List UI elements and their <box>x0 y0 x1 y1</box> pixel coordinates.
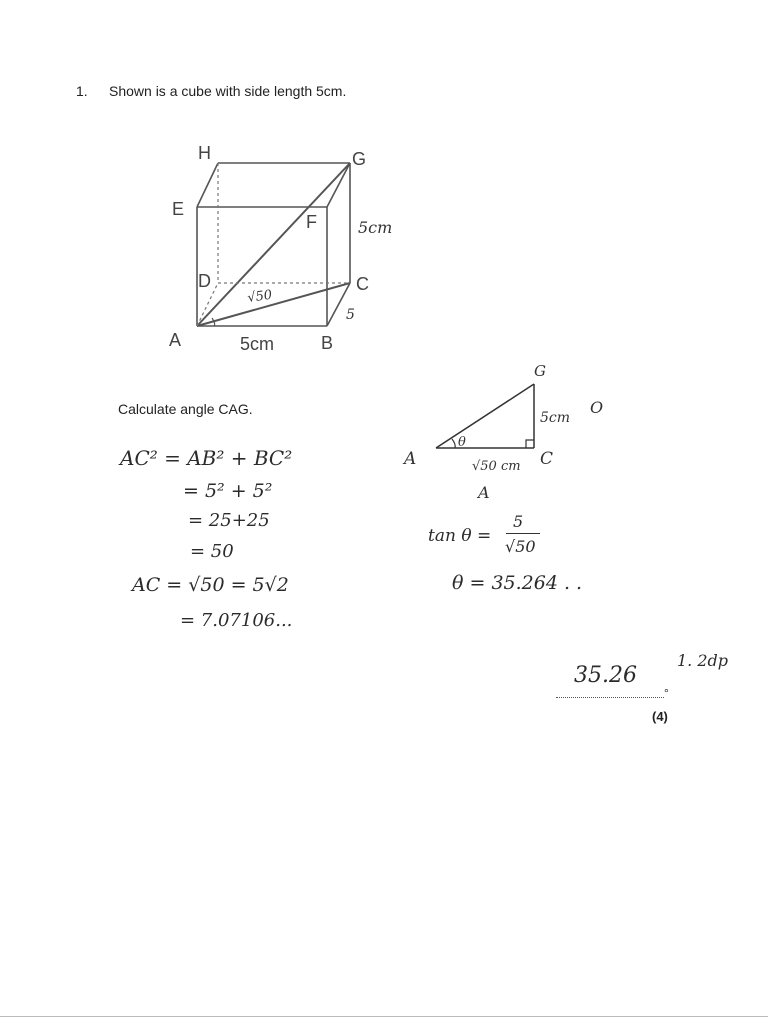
vertex-label-h: H <box>198 143 211 163</box>
tan-fraction-numerator: 5 <box>513 512 524 531</box>
vertex-label-d: D <box>198 271 211 291</box>
marks: (4) <box>652 709 668 724</box>
hand-label-short-side: 5 <box>346 307 355 323</box>
tan-equation-label: tan θ = <box>428 526 492 546</box>
theta-result: θ = 35.264 . . <box>452 572 583 594</box>
answer-unit: ° <box>664 686 669 700</box>
working-line-6: = 7.07106... <box>180 610 293 631</box>
working-line-1: AC² = AB² + BC² <box>120 446 293 470</box>
triangle-label-a-side: A <box>478 483 490 502</box>
vertex-label-b: B <box>321 333 334 353</box>
edge-eh <box>197 163 218 207</box>
triangle-sketch <box>400 360 640 510</box>
right-angle-mark <box>526 440 534 448</box>
edge-label-ab: 5cm <box>240 334 275 354</box>
hand-label-side: 5cm <box>358 218 393 237</box>
triangle-side-ag <box>436 384 534 448</box>
triangle-label-adjacent: √50 cm <box>472 459 521 474</box>
theta-arc <box>452 439 455 448</box>
triangle-label-c: C <box>540 449 554 469</box>
vertex-label-a: A <box>169 330 182 350</box>
tan-fraction-denominator: √50 <box>505 537 536 556</box>
question-number: 1. <box>76 83 88 99</box>
triangle-label-theta: θ <box>458 435 466 450</box>
triangle-label-g: G <box>534 362 546 380</box>
triangle-label-o: O <box>590 398 604 417</box>
vertex-label-e: E <box>172 199 185 219</box>
working-line-3: = 25+25 <box>188 510 270 531</box>
question-prompt: Calculate angle CAG. <box>118 401 253 417</box>
vertex-label-c: C <box>356 274 369 294</box>
hand-label-diagonal: √50 <box>246 287 274 306</box>
working-line-5: AC = √50 = 5√2 <box>132 574 289 596</box>
cube-diagram <box>160 135 420 360</box>
answer-value: 35.26 <box>574 663 637 688</box>
triangle-label-a: A <box>404 449 417 469</box>
triangle-label-opposite: 5cm <box>540 410 571 426</box>
working-line-4: = 50 <box>190 541 234 562</box>
page-bottom-rule <box>0 1016 768 1017</box>
answer-dotted-line <box>556 697 664 698</box>
vertex-label-g: G <box>352 149 367 169</box>
tan-fraction-bar <box>506 533 540 534</box>
question-statement: Shown is a cube with side length 5cm. <box>109 83 347 99</box>
answer-note: 1. 2dp <box>677 651 729 670</box>
working-line-2: = 5² + 5² <box>183 480 273 502</box>
vertex-label-f: F <box>306 212 317 232</box>
